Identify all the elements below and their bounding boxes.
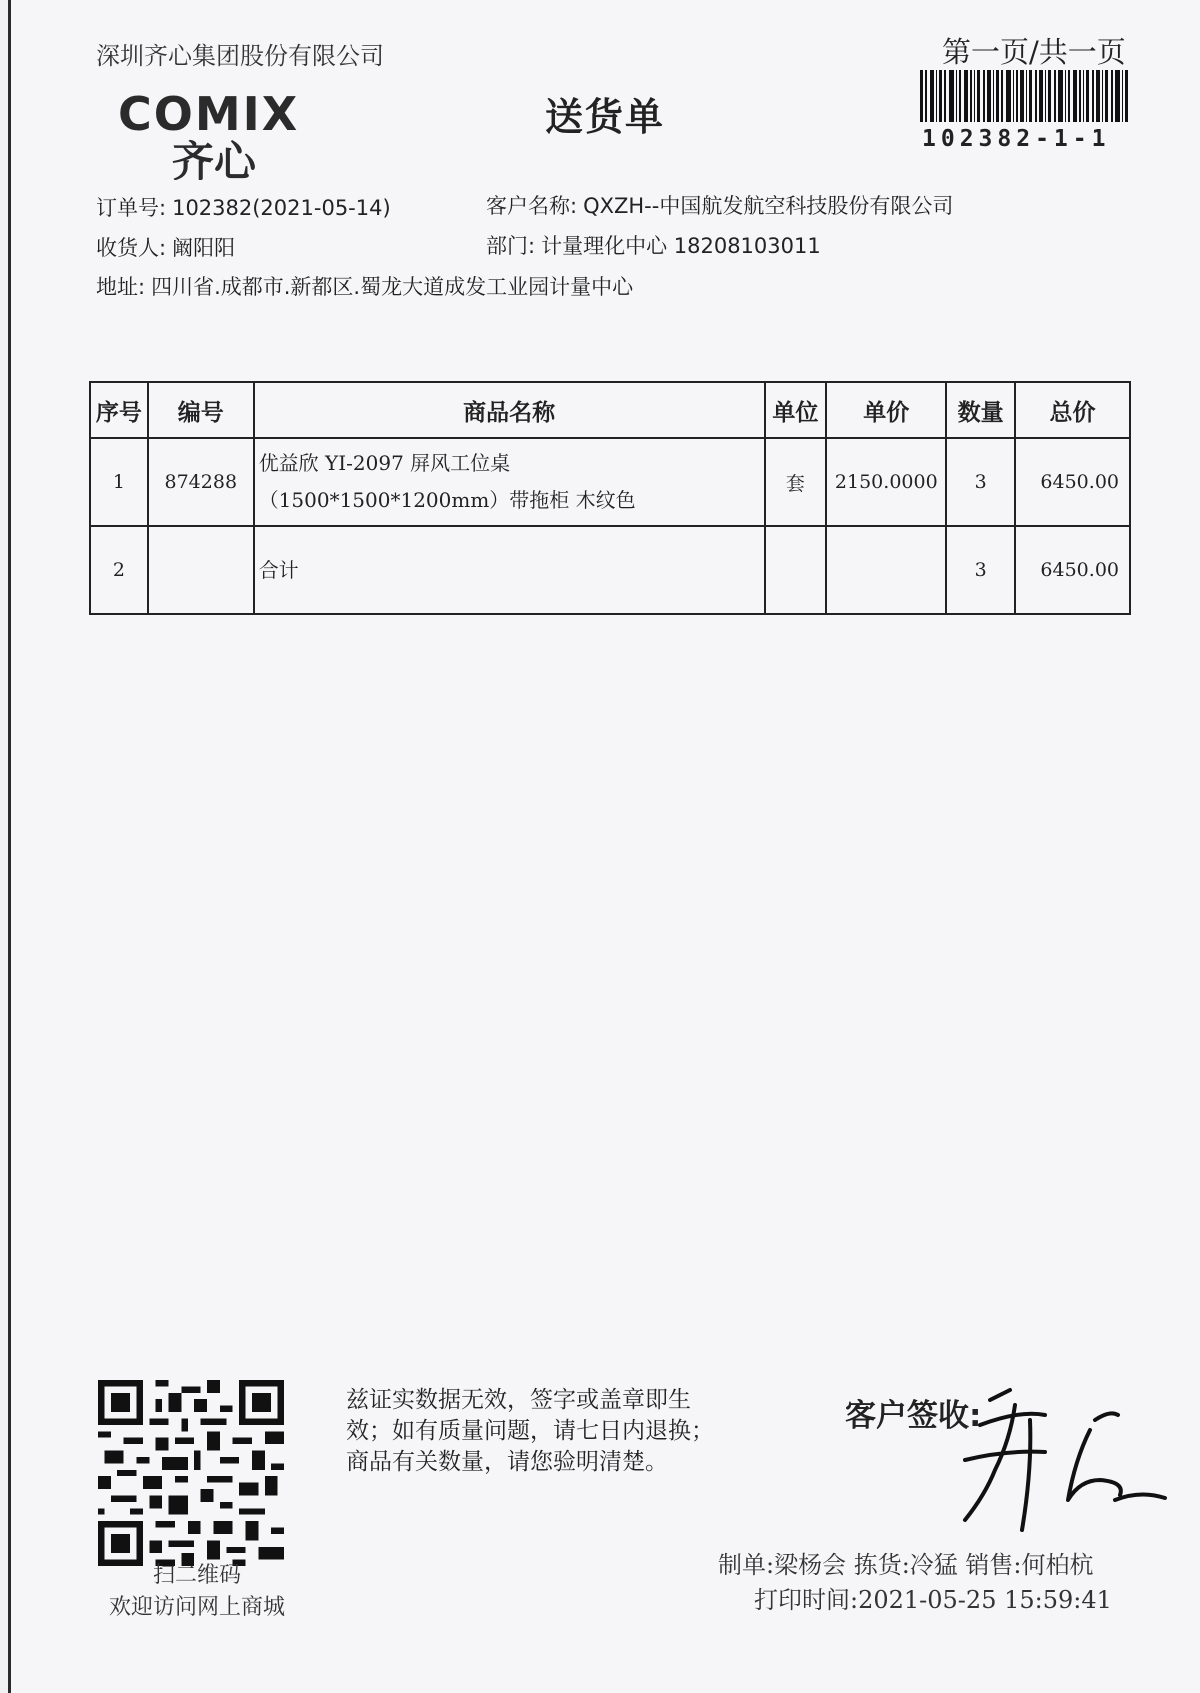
customer-name-label: 客户名称: [486,194,578,218]
header-index: 序号 [90,382,148,438]
row-unit: 套 [765,438,827,526]
row-total: 6450.00 [1015,526,1130,614]
header-total: 总价 [1015,382,1130,438]
notice-line-2: 效；如有质量问题，请七日内退换； [346,1418,714,1444]
items-table [89,381,1131,615]
row-product-name [254,438,765,526]
department-value: 计量理化中心 18208103011 [541,234,821,258]
qr-code-icon [98,1380,284,1566]
address-value: 四川省.成都市.新都区.蜀龙大道成发工业园计量中心 [151,275,634,299]
header-unit-price: 单价 [826,382,946,438]
header-unit: 单位 [765,382,827,438]
product-name-line-2: （1500*1500*1200mm）带拖柜 木纹色 [258,488,636,512]
notice-line-1: 兹证实数据无效，签字或盖章即生 [346,1387,691,1413]
row-unit-price [826,526,946,614]
row-quantity: 3 [946,526,1015,614]
row-unit [765,526,827,614]
address-label: 地址: [96,275,146,299]
row-index: 1 [90,438,148,526]
department-label: 部门: [486,234,536,258]
row-total: 6450.00 [1015,438,1130,526]
table-row [90,438,1130,526]
print-time: 打印时间:2021-05-25 15:59:41 [754,1586,1112,1614]
address [96,271,633,301]
consignee [96,232,235,262]
order-number-label: 订单号: [96,196,167,220]
row-unit-price: 2150.0000 [826,438,946,526]
consignee-label: 收货人: [96,236,167,260]
company-name: 深圳齐心集团股份有限公司 [96,42,384,70]
page-info: 第一页/共一页 [942,35,1126,69]
svg-text:COMIX: COMIX [118,90,300,141]
table-header-row [90,382,1130,438]
comix-logo [118,90,338,180]
department [486,230,821,260]
order-number-value: 102382(2021-05-14) [172,196,391,220]
row-quantity: 3 [946,438,1015,526]
qr-caption-line-1: 扫二维码 [152,1563,241,1588]
product-name-line-1: 优益欣 YI-2097 屏风工位桌 [258,451,511,475]
qr-caption [92,1560,302,1624]
barcode-number: 102382-1-1 [922,126,1111,152]
notice-text [346,1385,714,1478]
handwritten-signature [950,1380,1180,1550]
qr-caption-line-2: 欢迎访问网上商城 [108,1595,285,1620]
header-code: 编号 [148,382,254,438]
row-code [148,526,254,614]
customer-name-value: QXZH--中国航发航空科技股份有限公司 [583,194,954,218]
barcode-icon [920,70,1130,122]
table-row [90,526,1130,614]
header-product-name: 商品名称 [254,382,765,438]
svg-text:齐心: 齐心 [172,137,257,180]
order-number [96,192,391,222]
customer-name [486,190,953,220]
notice-line-3: 商品有关数量，请您验明清楚。 [346,1449,668,1475]
row-index: 2 [90,526,148,614]
staff-info: 制单:梁杨会 拣货:冷猛 销售:何柏杭 [718,1551,1094,1579]
customer-sign-label: 客户签收: [845,1398,982,1434]
header-quantity: 数量 [946,382,1015,438]
document-title: 送货单 [545,95,666,139]
row-code: 874288 [148,438,254,526]
row-product-name: 合计 [254,526,765,614]
consignee-value: 阚阳阳 [172,236,236,260]
